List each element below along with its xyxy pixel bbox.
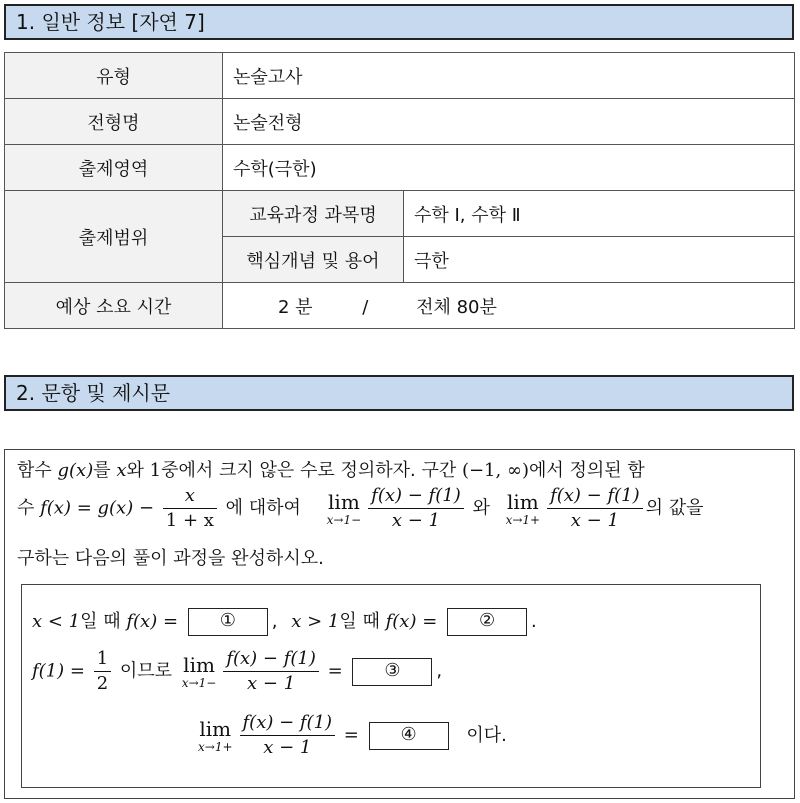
concept-value: 극한 (404, 237, 795, 283)
solution-line-3 (194, 711, 507, 760)
solution-line-2 (32, 647, 442, 696)
blank-4: ④ (369, 722, 449, 750)
problem-text: 구하는 다음의 풀이 과정을 완성하시오. (17, 548, 324, 569)
fraction-numerator: f(x) − f(1) (223, 647, 319, 672)
table-row (5, 191, 795, 237)
solution-line-1 (32, 607, 537, 636)
fraction-numerator: 1 (94, 647, 111, 672)
table-row (5, 145, 795, 191)
fraction-numerator: f(x) − f(1) (368, 484, 464, 509)
lim-symbol: lim (506, 489, 539, 514)
math-gx: g(x) (57, 460, 94, 481)
math-one: 1 (149, 460, 162, 481)
section-2-header (4, 375, 794, 411)
solution-text: , (271, 611, 278, 632)
section-1-title: 1. 일반 정보 [자연 7] (16, 10, 205, 34)
type-value: 논술고사 (223, 53, 795, 99)
lim-subscript: x→1− (181, 675, 217, 690)
lim-symbol: lim (328, 489, 360, 514)
section-1-header (4, 4, 794, 40)
problem-text: 의 값을 (645, 497, 704, 519)
solution-text: , (436, 660, 443, 682)
solution-text: 일 때 (339, 611, 380, 632)
fraction-x-over-1px (163, 484, 217, 533)
section-2-title: 2. 문항 및 제시문 (16, 381, 171, 405)
math-fx: f(x) = (385, 611, 438, 632)
problem-text: 함수 (17, 460, 58, 481)
area-label: 출제영역 (5, 145, 223, 191)
math-f1: f(1) = (32, 660, 85, 682)
time-value: 2 분 (278, 296, 313, 318)
table-row (5, 283, 795, 329)
blank-3: ③ (352, 658, 432, 686)
lim-symbol: lim (183, 652, 215, 677)
limit-right (506, 491, 541, 527)
math-interval: (−1, ∞) (461, 460, 529, 481)
track-value: 논술전형 (223, 99, 795, 145)
concept-label: 핵심개념 및 용어 (223, 237, 404, 283)
blank-1: ① (188, 608, 268, 636)
problem-text: 와 (472, 497, 490, 519)
blank-2: ② (447, 608, 527, 636)
course-value: 수학 Ⅰ, 수학 Ⅱ (404, 191, 795, 237)
math-fx: f(x) = (126, 611, 179, 632)
equals-sign: = (343, 724, 359, 746)
track-label: 전형명 (5, 99, 223, 145)
type-label: 유형 (5, 53, 223, 99)
math-f-definition: f(x) = g(x) − (40, 497, 155, 519)
problem-line-1 (17, 456, 645, 482)
equals-sign: = (327, 660, 343, 682)
problem-text: 에서 정의된 함 (528, 460, 645, 481)
time-value-cell (223, 283, 795, 329)
difference-quotient (240, 711, 336, 760)
fraction-denominator: x − 1 (391, 510, 441, 531)
fraction-one-half (94, 647, 111, 696)
problem-text: 에 대하여 (225, 497, 301, 519)
lim-subscript: x→1+ (198, 739, 233, 754)
fraction-numerator: x (163, 484, 217, 509)
area-value: 수학(극한) (223, 145, 795, 191)
time-label: 예상 소요 시간 (5, 283, 223, 329)
fraction-numerator: f(x) − f(1) (547, 484, 643, 509)
problem-line-2 (17, 484, 704, 533)
general-info-table (4, 52, 795, 329)
solution-text: 이므로 (119, 660, 173, 682)
fraction-denominator: x − 1 (263, 737, 312, 758)
problem-box (4, 449, 795, 799)
problem-line-3 (17, 544, 324, 570)
problem-text: 와 (126, 460, 150, 481)
math-condition: x > 1 (291, 611, 340, 632)
scope-label: 출제범위 (5, 191, 223, 283)
limit-right (198, 718, 233, 754)
solution-text: 일 때 (80, 611, 121, 632)
problem-text: 를 (93, 460, 117, 481)
lim-symbol: lim (199, 716, 232, 741)
lim-subscript: x→1− (326, 512, 362, 527)
problem-text: 중에서 크지 않은 수로 정의하자. 구간 (161, 460, 462, 481)
course-label: 교육과정 과목명 (223, 191, 404, 237)
difference-quotient (368, 484, 464, 533)
math-x: x (116, 460, 127, 481)
limit-left (327, 491, 362, 527)
time-separator: / (362, 296, 369, 318)
table-row (5, 99, 795, 145)
solution-text: 이다. (466, 724, 507, 746)
problem-text: 수 (17, 497, 41, 519)
time-total: 전체 80분 (416, 296, 497, 318)
limit-left (182, 654, 217, 690)
solution-text: . (531, 611, 537, 632)
fraction-denominator: 2 (96, 673, 109, 694)
fraction-denominator: x − 1 (570, 510, 619, 531)
fraction-denominator: x − 1 (247, 673, 296, 694)
lim-subscript: x→1+ (505, 512, 541, 527)
solution-box (21, 584, 761, 788)
fraction-numerator: f(x) − f(1) (240, 711, 336, 736)
math-condition: x < 1 (32, 611, 81, 632)
table-row (5, 53, 795, 99)
fraction-denominator: 1 + x (165, 510, 214, 531)
difference-quotient (223, 647, 319, 696)
difference-quotient (547, 484, 643, 533)
